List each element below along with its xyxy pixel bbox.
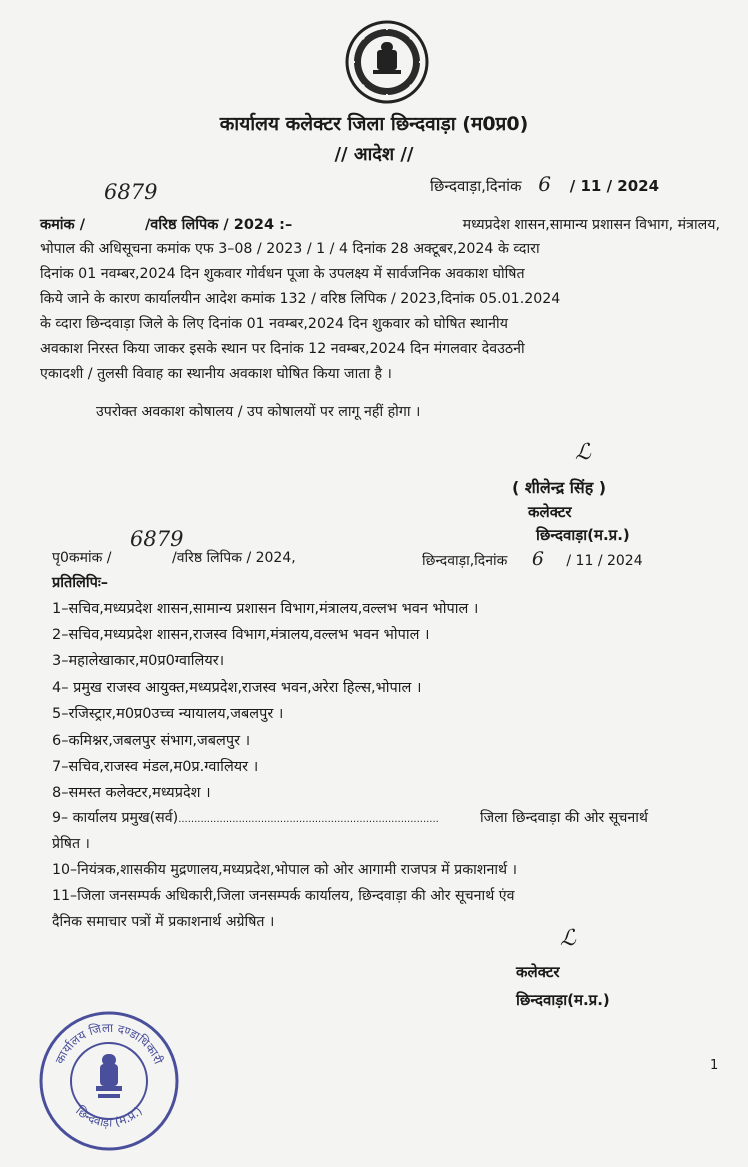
order-title: // आदेश // [334, 144, 414, 165]
order-ref-suffix: /वरिष्ठ लिपिक / 2024 :– [145, 217, 293, 233]
copy-item-1: 1–सचिव,मध्यप्रदेश शासन,सामान्य प्रशासन विभाग,मंत्रालय,वल्लभ भवन भोपाल । [52, 601, 479, 617]
office-seal-icon [38, 1010, 180, 1152]
copy-item-10: 10–नियंत्रक,शासकीय मुद्रणालय,मध्यप्रदेश,भोपाल को ओर आगामी राजपत्र में प्रकाशनार्थ । [52, 862, 517, 878]
order-line-2: भोपाल की अधिसूचना कमांक एफ 3–08 / 2023 / 1 / 4 दिनांक 28 अक्टूबर,2024 के व्दारा [40, 241, 540, 257]
order-line-3: दिनांक 01 नवम्बर,2024 दिन शुकवार गोर्वधन पूजा के उपलक्ष्य में सार्वजनिक अवकाश घोषित [40, 266, 525, 282]
copy-item-9-cont: प्रेषित । [52, 836, 90, 852]
header-date-day: 6 [538, 172, 551, 196]
order-line-1: मध्यप्रदेश शासन,सामान्य प्रशासन विभाग, मंत्रालय, [462, 217, 720, 233]
order-note: उपरोक्त अवकाश कोषालय / उप कोषालयों पर लागू नहीं होगा । [96, 404, 421, 420]
copy-item-2: 2–सचिव,मध्यप्रदेश शासन,राजस्व विभाग,मंत्रालय,वल्लभ भवन भोपाल । [52, 627, 430, 643]
copy-item-7: 7–सचिव,राजस्व मंडल,म0प्र.ग्वालियर । [52, 759, 259, 775]
signatory-name: ( शीलेन्द्र सिंह ) [512, 478, 607, 497]
copy-item-9-prefix: 9– कार्यालय प्रमुख(सर्व) [52, 810, 179, 826]
svg-text:छिन्दवाड़ा (म.प्र.) [73, 1104, 145, 1130]
endorsement-ref-suffix: /वरिष्ठ लिपिक / 2024, [172, 550, 296, 566]
page-number: 1 [710, 1058, 719, 1073]
office-title: कार्यालय कलेक्टर जिला छिन्दवाड़ा (म0प्र0) [219, 113, 529, 135]
signature-mark-2: ℒ [560, 926, 576, 951]
copy-item-9-dots: .................................................................................. [178, 814, 439, 825]
signatory-designation-2: कलेक्टर [516, 963, 560, 981]
order-line-6: अवकाश निरस्त किया जाकर इसके स्थान पर दिनांक 12 नवम्बर,2024 दिन मंगलवार देवउठनी [40, 341, 525, 357]
copy-item-8: 8–समस्त कलेक्टर,मध्यप्रदेश । [52, 785, 211, 801]
signatory-place-1: छिन्दवाड़ा(म.प्र.) [536, 526, 630, 544]
seal-text-top: कार्यालय जिला दण्डाधिकारी [52, 1020, 166, 1067]
copy-item-11-line-2: दैनिक समाचार पत्रों में प्रकाशनार्थ अग्रेषित । [52, 914, 275, 930]
endorsement-ref-label: पृ0कमांक / [52, 550, 112, 566]
signature-mark-1: ℒ [575, 440, 591, 465]
copy-item-9-suffix: जिला छिन्दवाड़ा की ओर सूचनार्थ [476, 808, 648, 827]
copy-heading: प्रतिलिपिः– [52, 575, 109, 591]
order-line-7: एकादशी / तुलसी विवाह का स्थानीय अवकाश घोषित किया जाता है । [40, 366, 392, 382]
header-date-prefix: छिन्दवाड़ा,दिनांक [430, 177, 522, 195]
order-line-4: किये जाने के कारण कार्यालयीन आदेश कमांक 132 / वरिष्ठ लिपिक / 2023,दिनांक 05.01.2024 [40, 291, 561, 307]
order-ref-handwritten: 6879 [104, 180, 158, 204]
copy-item-11-line-1: 11–जिला जनसम्पर्क अधिकारी,जिला जनसम्पर्क कार्यालय, छिन्दवाड़ा की ओर सूचनार्थ एंव [52, 888, 515, 904]
endorsement-date-day: 6 [531, 548, 544, 570]
copy-item-3: 3–महालेखाकार,म0प्र0ग्वालियर। [52, 653, 225, 669]
copy-item-6: 6–कमिश्नर,जबलपुर संभाग,जबलपुर । [52, 733, 251, 749]
endorsement-date-rest: / 11 / 2024 [566, 553, 643, 569]
endorsement-date-prefix: छिन्दवाड़ा,दिनांक [422, 553, 508, 569]
header-date [430, 172, 659, 196]
copy-item-5: 5–रजिस्ट्रार,म0प्र0उच्च न्यायालय,जबलपुर । [52, 706, 284, 722]
order-ref-label: कमांक / [40, 217, 86, 233]
signatory-place-2: छिन्दवाड़ा(म.प्र.) [516, 991, 610, 1009]
signatory-designation-1: कलेक्टर [528, 503, 572, 521]
copy-item-4: 4– प्रमुख राजस्व आयुक्त,मध्यप्रदेश,राजस्व भवन,अरेरा हिल्स,भोपाल । [52, 680, 422, 696]
order-line-5: के व्दारा छिन्दवाड़ा जिले के लिए दिनांक 01 नवम्बर,2024 दिन शुकवार को घोषित स्थानीय [40, 316, 508, 332]
state-emblem-icon [345, 20, 429, 104]
endorsement-ref-handwritten: 6879 [130, 527, 184, 551]
endorsement-date [422, 548, 643, 570]
seal-text-bottom: छिन्दवाड़ा (म.प्र.) [73, 1103, 145, 1130]
header-date-rest: / 11 / 2024 [569, 177, 660, 195]
